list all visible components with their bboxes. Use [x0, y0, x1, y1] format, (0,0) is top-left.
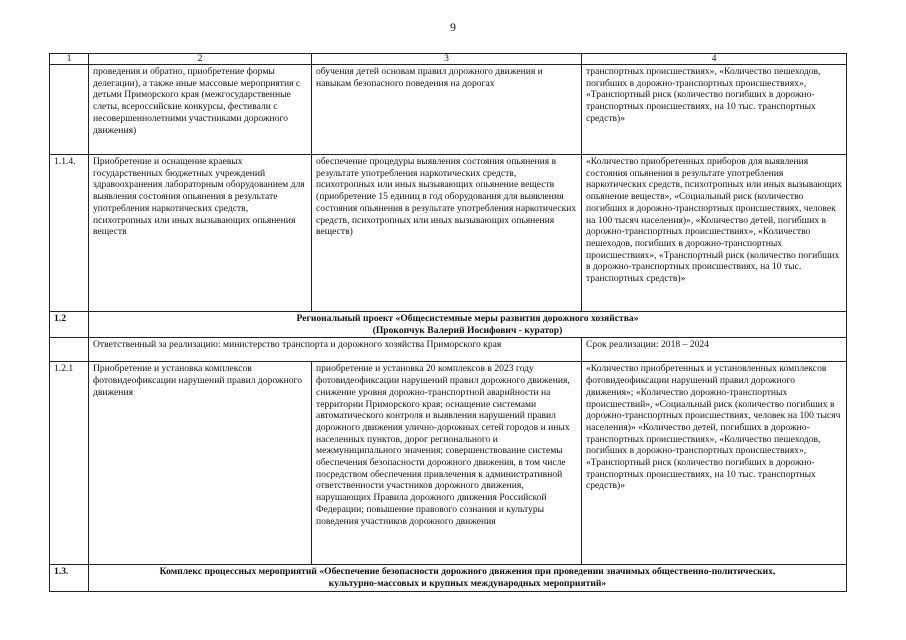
- row-indicators: транспортных происшествиях», «Количество пешеходов, погибших в дорожно-транспортных происшествиях», «Транспортный риск (количество погибших в дорожно-транспортных происшествиях, на 10 тыс. транспортных средств)»: [582, 65, 847, 155]
- row-result: приобретение и установка 20 комплексов в 2023 году фотовидеофиксации нарушений правил дорожного движения, снижение уровня дорожно-транспортной аварийности на территории Приморского края; оснащение системами автоматического контроля и выявления нарушений правил дорожного движения улично-дорожных сетей городов и иных населенных пунктов, дорог регионального и межмуниципального значения; совершенствование системы обеспечения безопасности дорожного движения, в том числе посредством обеспечения привлечения к административной ответственности участников дорожного движения, нарушающих Правила дорожного движения Российской Федерации; повышение правового сознания и культуры поведения участников дорожного движения: [312, 362, 582, 565]
- header-col-3: 3: [312, 54, 582, 65]
- row-measure: проведения и обратно, приобретение формы делегации), а также иные массовые мероприятия с детьми Приморского края (межгосударственные слеты, всероссийские конкурсы, фестивали с несовершеннолетними участниками дорожного движения): [89, 65, 312, 155]
- section-number: 1.2: [50, 312, 89, 338]
- section-number: 1.3.: [50, 565, 89, 591]
- row-measure: Приобретение и установка комплексов фотовидеофиксации нарушений правил дорожного движения: [89, 362, 312, 565]
- responsible-empty-cell: [50, 338, 89, 362]
- section-title: [89, 565, 847, 591]
- row-result: обучения детей основам правил дорожного движения и навыкам безопасного поведения на дорогах: [312, 65, 582, 155]
- page-number: 9: [450, 20, 456, 34]
- header-col-4: 4: [582, 54, 847, 65]
- section-title-line-2: культурно-массовых и крупных международных мероприятий»: [328, 578, 607, 590]
- table-row: [50, 65, 847, 155]
- row-measure: Приобретение и оснащение краевых государственных бюджетных учреждений здравоохранения лабораторным оборудованием для выявления состояния опьянения в результате употребления наркотических средств, психотропных или иных вызывающих опьянения веществ: [89, 155, 312, 312]
- row-indicators: «Количество приобретенных приборов для выявления состояния опьянения в результате употребления наркотических средств, психотропных или иных вызывающих опьянение веществ», «Социальный риск (количество погибших в дорожно-транспортных происшествиях, человек на 100 тысяч населения)», «Количество детей, погибших в дорожно-транспортных происшествиях», «Количество пешеходов, погибших в дорожно-транспортных происшествиях», «Транспортный риск (количество погибших в дорожно-транспортных происшествиях, на 10 тыс. транспортных средств)»: [582, 155, 847, 312]
- table-row: [50, 362, 847, 565]
- responsible-text: Ответственный за реализацию: министерство транспорта и дорожного хозяйства Приморского края: [89, 338, 582, 362]
- term-text: Срок реализации: 2018 – 2024: [582, 338, 847, 362]
- section-title-line-1: Региональный проект «Общесистемные меры развития дорожного хозяйства»: [296, 313, 639, 324]
- row-number: [50, 65, 89, 155]
- section-row-1-3: [50, 565, 847, 591]
- row-result: обеспечение процедуры выявления состояния опьянения в результате употребления наркотических средств, психотропных или иных вызывающих опьянение веществ (приобретение 15 единиц в год оборудования для выявления состояния опьянения в результате употребления наркотических средств, психотропных или иных вызывающих опьянения веществ): [312, 155, 582, 312]
- row-number: 1.1.4.: [50, 155, 89, 312]
- row-number: 1.2.1: [50, 362, 89, 565]
- responsible-row: [50, 338, 847, 362]
- header-col-2: 2: [89, 54, 312, 65]
- section-title: [89, 312, 847, 338]
- header-col-1: 1: [50, 54, 89, 65]
- section-row-1-2: [50, 312, 847, 338]
- section-title-line-2: (Прокопчук Валерий Иосифович - куратор): [372, 324, 563, 336]
- measures-table: [49, 53, 847, 592]
- section-title-line-1: Комплекс процессных мероприятий «Обеспечение безопасности дорожного движения при проведении значимых общественно-политических,: [159, 566, 776, 578]
- row-indicators: «Количество приобретенных и установленных комплексов фотовидеофиксации нарушений правил дорожного движения»; «Количество дорожно-транспортных происшествий», «Социальный риск (количество погибших в дорожно-транспортных происшествиях, человек на 100 тысяч населения)» «Количество детей, погибших в дорожно-транспортных происшествиях», «Количество пешеходов, погибших в дорожно-транспортных происшествиях», «Транспортный риск (количество погибших в дорожно-транспортных происшествиях, на 10 тыс. транспортных средств)»: [582, 362, 847, 565]
- table-row: [50, 155, 847, 312]
- table-header-row: [50, 54, 847, 65]
